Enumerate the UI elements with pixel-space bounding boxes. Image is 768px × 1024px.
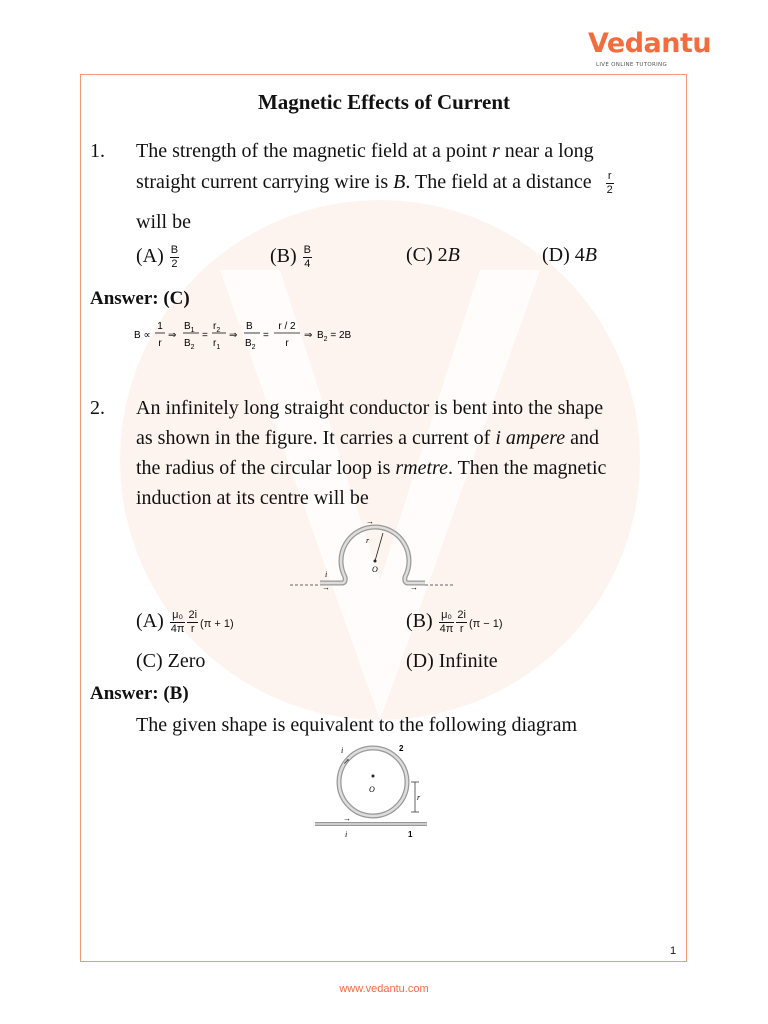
question-2-line-2: as shown in the figure. It carries a current of i ampere and <box>136 427 599 449</box>
question-2-line-4: induction at its centre will be <box>136 487 369 509</box>
svg-text:r: r <box>366 536 370 545</box>
page-title: Magnetic Effects of Current <box>257 90 511 114</box>
svg-text:1: 1 <box>157 321 163 332</box>
svg-text:r1: $r_1$ <box>213 338 221 351</box>
svg-text:⇒: ⇒ <box>229 330 238 341</box>
vedantu-logo <box>588 28 712 74</box>
svg-text:r / 2: r / 2 <box>278 321 296 332</box>
svg-text:r: r <box>158 338 162 349</box>
footer-url-link[interactable]: www.vedantu.com <box>339 983 429 995</box>
svg-text:⇒: ⇒ <box>304 330 313 341</box>
q1-answer: Answer: (C) <box>90 288 190 309</box>
logo-tagline: LIVE ONLINE TUTORING <box>596 62 668 68</box>
svg-text:→: → <box>366 517 374 526</box>
question-2-line-1: An infinitely long straight conductor is bent into the shape <box>136 397 604 419</box>
svg-text:r: r <box>417 793 421 802</box>
svg-text:↗: ↗ <box>343 757 350 766</box>
question-1-line-2: straight current carrying wire is B. The field at a distance $\frac{r}{2}$ <box>136 170 613 196</box>
q2-figure-equivalent <box>315 740 435 845</box>
svg-text:⇒: ⇒ <box>168 330 177 341</box>
q2-figure-loop <box>290 515 460 595</box>
q2-explanation: The given shape is equivalent to the following diagram <box>136 714 577 736</box>
question-2-number: 2. <box>90 397 105 419</box>
question-1-line-3: will be <box>136 211 191 233</box>
question-2-line-3: the radius of the circular loop is rmetre. Then the magnetic <box>136 457 607 479</box>
svg-text:r2: $r_2$ <box>213 321 221 334</box>
question-1-number: 1. <box>90 140 105 162</box>
q1-derivation <box>134 316 394 356</box>
svg-text:=: = <box>263 330 269 341</box>
q2-option-c[interactable]: (C) Zero <box>136 650 206 672</box>
svg-text:B ∝: B ∝ <box>134 330 151 341</box>
svg-text:B2: $B_2$ <box>184 338 195 351</box>
svg-text:B2 = 2B: $B_2 = 2B$ <box>317 330 352 343</box>
q1-option-b[interactable]: (B) $\frac{B}{4}$ <box>270 244 312 270</box>
svg-text:O: O <box>369 785 375 794</box>
svg-text:=: = <box>202 330 208 341</box>
svg-text:1: 1 <box>408 830 413 839</box>
svg-text:i: i <box>341 746 344 755</box>
svg-text:→: → <box>322 583 330 592</box>
q2-option-a[interactable]: (A) $\frac{\text{μ₀}}{4\pi}$ $\frac{2i}{r}$ (π + 1) <box>136 609 234 635</box>
q1-option-d[interactable]: (D) 4B <box>542 244 597 266</box>
question-1-line-1: The strength of the magnetic field at a point r near a long <box>136 140 594 162</box>
svg-text:2: 2 <box>399 744 404 753</box>
q2-option-b[interactable]: (B) $\frac{\text{μ₀}}{4\pi}$ $\frac{2i}{r}$ (π − 1) <box>406 609 503 635</box>
svg-text:i: i <box>325 570 328 579</box>
q1-option-a[interactable]: (A) $\frac{B}{2}$ <box>136 244 179 270</box>
svg-text:→: → <box>410 583 418 592</box>
svg-text:→: → <box>343 814 351 823</box>
svg-text:r: r <box>285 338 289 349</box>
svg-text:i: i <box>345 830 348 839</box>
svg-text:O: O <box>372 565 378 574</box>
q2-option-d[interactable]: (D) Infinite <box>406 650 498 672</box>
logo-wordmark: Vedantu <box>588 28 712 59</box>
svg-text:B1: $B_1$ <box>184 321 195 334</box>
q1-option-c[interactable]: (C) 2B <box>406 244 460 266</box>
page-number: 1 <box>670 945 677 957</box>
q2-answer: Answer: (B) <box>90 683 189 704</box>
svg-text:B: B <box>246 321 253 332</box>
svg-text:B2: $B_2$ <box>245 338 256 351</box>
